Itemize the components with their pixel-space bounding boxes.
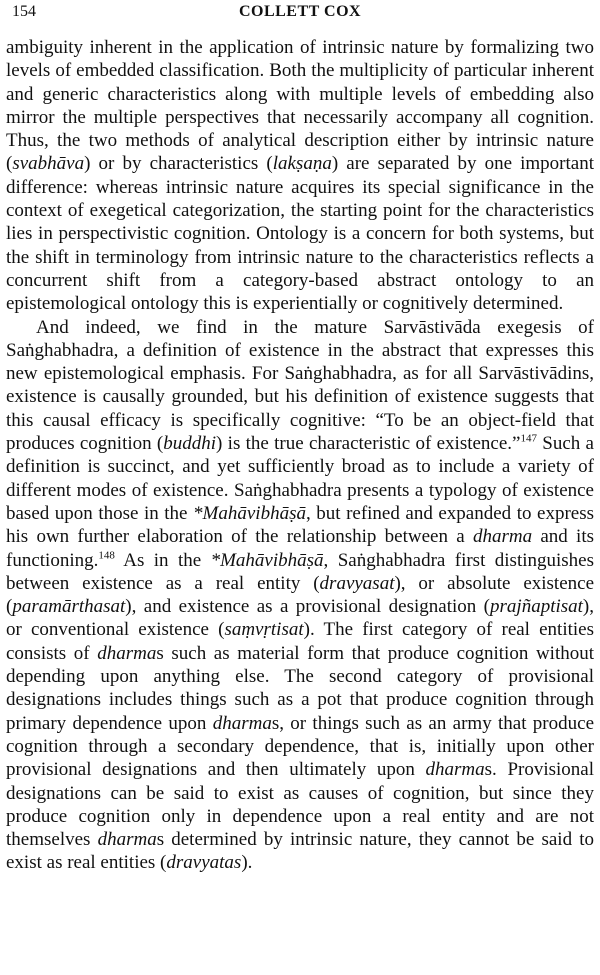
text-run: ), and existence as a provisional designation ( [125,596,491,618]
italic-term: prajñaptisat [490,596,583,618]
paragraph [6,316,594,875]
italic-term: buddhi [163,433,217,455]
italic-term: dharma [97,642,157,664]
text-run: ). [241,852,253,874]
footnote-ref: 147 [520,432,537,445]
text-run: , but refined and expanded to express his own further elaboration of the relationship between a [6,502,594,548]
page-number: 154 [12,3,36,20]
text-run: ), or conventional existence ( [6,596,594,641]
text-run: And indeed, we find in the mature Sarvāstivāda exegesis of Saṅghabhadra, a definition of existence in the abstract that expresses this new epistemological emphasis. For Saṅghabhadra, as for all Sarvāstivādins, existence is causally grounded, but his definition of existence suggests that this causal efficacy is specifically cognitive: “To be an object-field that produces cognition ( [6,316,594,455]
text-run: As in the [114,549,211,571]
paragraph [6,36,594,316]
text-run: s. Provisional designations can be said to exist as causes of cognition, but since they produce cognition only in dependence upon a real entity and are not themselves [6,759,595,851]
footnote-ref: 148 [98,549,115,562]
page-header [6,0,594,28]
italic-term: dharma [212,712,272,734]
text-run: ambiguity inherent in the application of intrinsic nature by formalizing two levels of embedded classification. Both the multiplicity of particular inherent and generic characteristics along with multiple levels of embedding also mirror the multiple perspectives that necessarily accompany all cognition. Thus, the two methods of analytical description either by intrinsic nature ( [6,37,594,175]
text-run: s such as material form that produce cognition without depending upon anything else. The second category of provisional designations includes things such as a pot that produce cognition through primary dependence upon [6,642,595,734]
text-run: ) are separated by one important difference: whereas intrinsic nature acquires its special significance in the context of exegetical categorization, the starting point for the characteristics lies in perspectivistic cognition. Ontology is a concern for both systems, but the shift in terminology from intrinsic nature to the characteristics reflects a concurrent shift from a category-based abstract ontology to an epistemological ontology this is experientially or cognitively determined. [6,153,594,315]
text-run: , Saṅghabhadra first distinguishes between existence as a real entity ( [6,549,594,594]
italic-term: dharma [425,759,485,781]
text-run: Such a definition is succinct, and yet sufficiently broad as to include a variety of different modes of existence. Saṅghabhadra presents a typology of existence based upon those in the [6,433,594,524]
italic-term: paramārthasat [12,596,126,618]
text-run: ) is the true characteristic of existence.” [216,433,521,455]
italic-term: svabhāva [12,153,85,175]
text-run: s, or things such as an army that produce cognition through a secondary dependence, that is, initially upon other provisional designations and then ultimately upon [6,712,594,781]
italic-term: dharma [472,526,533,548]
text-run: ), or absolute existence ( [6,572,595,618]
text-run: and its functioning. [6,526,594,571]
body-text [6,36,594,875]
text-run: s determined by intrinsic nature, they cannot be said to exist as real entities ( [6,829,594,874]
italic-term: saṃvṛtisat [224,619,304,641]
italic-term: *Mahāvibhāṣā [210,549,324,571]
italic-term: dharma [97,829,157,851]
running-head: COLLETT COX [238,3,362,20]
italic-term: *Mahāvibhāṣā [193,502,306,524]
text-run: ). The first category of real entities consists of [6,619,594,664]
italic-term: dravyasat [319,572,395,594]
italic-term: lakṣaṇa [272,153,332,175]
italic-term: dravyatas [166,852,242,874]
text-run: ) or by characteristics ( [84,153,273,175]
